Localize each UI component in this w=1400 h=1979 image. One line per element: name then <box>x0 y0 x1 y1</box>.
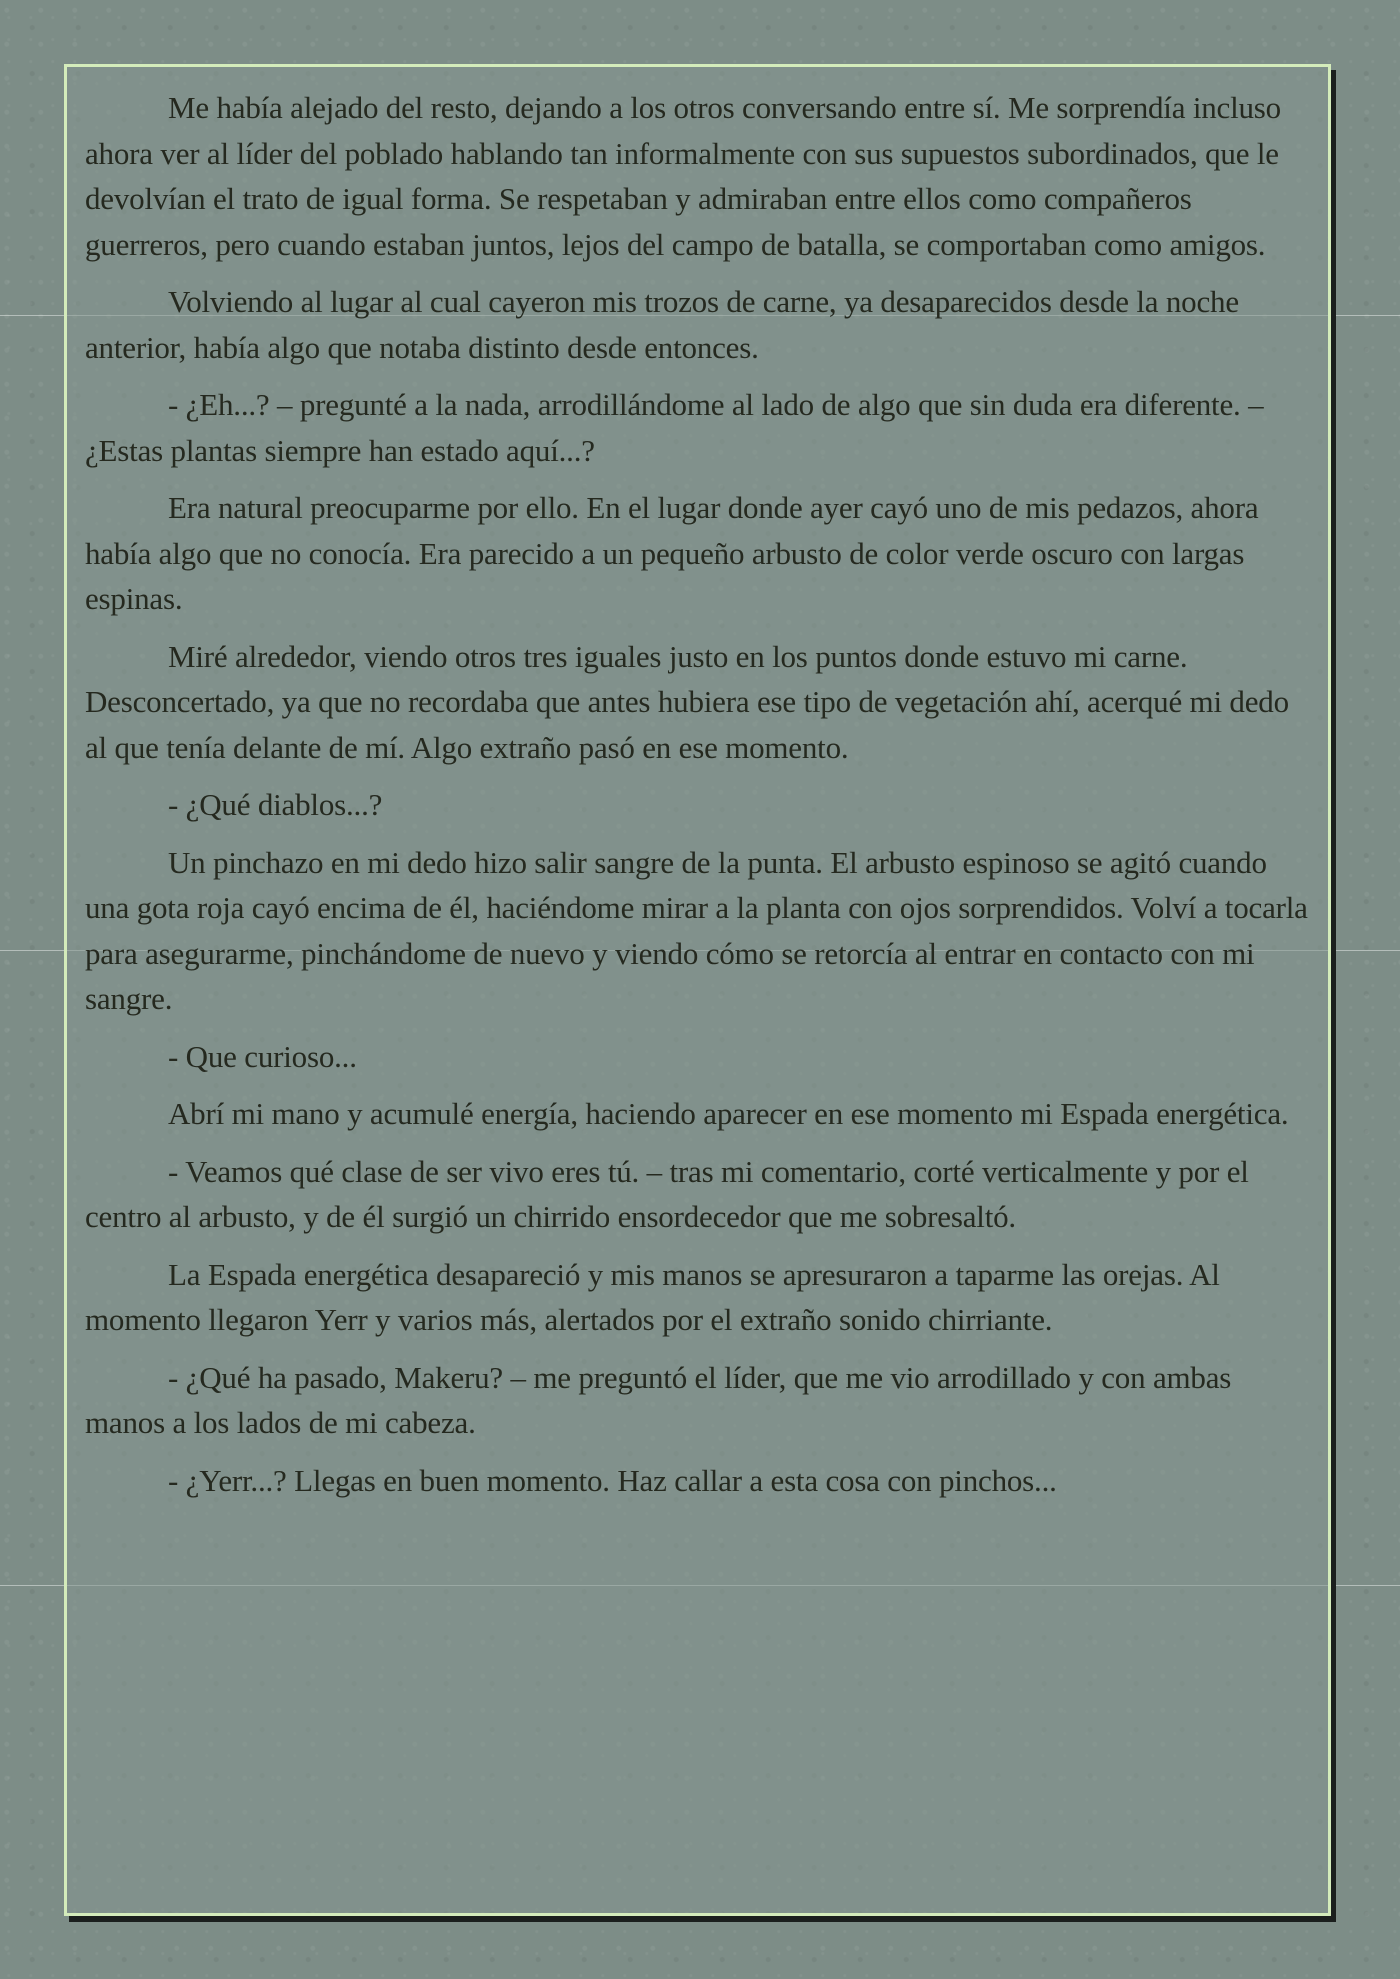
paragraph: Era natural preocuparme por ello. En el lugar donde ayer cayó uno de mis pedazos, ahora había algo que no conocía. Era parecido a un pequeño arbusto de color verde oscuro con largas espinas. <box>85 490 1259 616</box>
dialogue-paragraph: - Veamos qué clase de ser vivo eres tú. – tras mi comentario, corté verticalmente y por el centro al arbusto, y de él surgió un chirrido ensordecedor que me sobresaltó. <box>85 1153 1249 1234</box>
paragraph: Miré alrededor, viendo otros tres iguales justo en los puntos donde estuvo mi carne. Desconcertado, ya que no recordaba que antes hubiera ese tipo de vegetación ahí, acerqué mi dedo al que tenía delante de mí. Algo extraño pasó en ese momento. <box>85 638 1289 765</box>
dialogue-paragraph: - Que curioso... <box>168 1038 357 1074</box>
paragraph: Volviendo al lugar al cual cayeron mis trozos de carne, ya desaparecidos desde la noche anterior, había algo que notaba distinto desde entonces. <box>85 284 1239 365</box>
dialogue-paragraph: - ¿Qué diablos...? <box>168 787 383 822</box>
text-body <box>85 85 1310 1515</box>
dialogue-paragraph: - ¿Yerr...? Llegas en buen momento. Haz callar a esta cosa con pinchos... <box>168 1462 1057 1498</box>
dialogue-paragraph: - ¿Qué ha pasado, Makeru? – me preguntó el líder, que me vio arrodillado y con ambas manos a los lados de mi cabeza. <box>85 1359 1232 1440</box>
dialogue-paragraph: - ¿Eh...? – pregunté a la nada, arrodillándome al lado de algo que sin duda era diferente. – ¿Estas plantas siempre han estado aquí...? <box>85 387 1264 468</box>
paragraph: Un pinchazo en mi dedo hizo salir sangre de la punta. El arbusto espinoso se agitó cuando una gota roja cayó encima de él, haciéndome mirar a la planta con ojos sorprendidos. Volví a tocarla para asegurarme, pinchándome de nuevo y viendo cómo se retorcía al entrar en contacto con mi sangre. <box>85 844 1308 1016</box>
paragraph: Me había alejado del resto, dejando a los otros conversando entre sí. Me sorprendía incluso ahora ver al líder del poblado hablando tan informalmente con sus supuestos subordinados, que le devolvían el trato de igual forma. Se respetaban y admiraban entre ellos como compañeros guerreros, pero cuando estaban juntos, lejos del campo de batalla, se comportaban como amigos. <box>85 90 1281 262</box>
page-frame <box>64 64 1331 1916</box>
paragraph: La Espada energética desapareció y mis manos se apresuraron a taparme las orejas. Al momento llegaron Yerr y varios más, alertados por el extraño sonido chirriante. <box>85 1256 1220 1337</box>
paragraph: Abrí mi mano y acumulé energía, haciendo aparecer en ese momento mi Espada energética. <box>168 1096 1289 1131</box>
